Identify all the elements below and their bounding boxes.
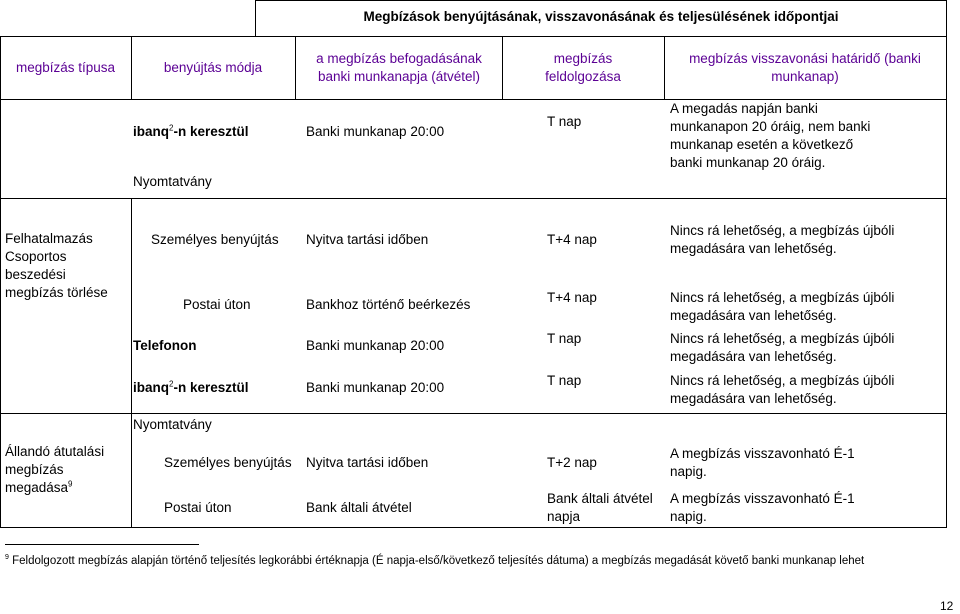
table-title: Megbízások benyújtásának, visszavonásának és teljesülésének időpontjai [363,9,839,24]
section2-row1-accept: Nyitva tartási időben [306,232,429,247]
section3-row2-processing: Bank általi átvétel napja [547,491,653,524]
section2-row3-deadline: Nincs rá lehetőség, a megbízás újbóli megadására van lehetőség. [670,331,895,364]
section1-deadline: A megadás napján banki munkanapon 20 óráig, nem banki munkanap esetén a következő banki munkanap 20 óráig. [670,101,871,170]
header-processing: megbízás feldolgozása [545,51,621,84]
ibanq-suffix: -n keresztül [173,124,249,139]
section3-type-text: Állandó átutalási megbízás megadása [5,444,105,495]
table-border-right [946,0,947,528]
section2-row4-accept: Banki munkanap 20:00 [306,380,445,395]
section2-row1-method: Személyes benyújtás [151,232,279,247]
table-line-after-section1 [0,198,947,199]
ibanq-label: ibanq [133,380,169,395]
header-acceptance: a megbízás befogadásának banki munkanapja (átvétel) [316,51,482,84]
section2-row4-processing: T nap [547,373,582,388]
section3-row1-accept: Nyitva tartási időben [306,455,429,470]
header-divider-2 [295,36,296,100]
section2-row2-processing: T+4 nap [547,290,597,305]
section2-row1-deadline: Nincs rá lehetőség, a megbízás újbóli megadására van lehetőség. [670,223,895,256]
footnote [5,553,864,569]
table-line-after-section2 [0,413,947,414]
header-method: benyújtás módja [163,60,263,75]
section2-row3-accept: Banki munkanap 20:00 [306,338,445,353]
section2-row4-method [133,379,248,397]
footnote-ref: 9 [68,479,73,489]
footnote-separator [5,544,199,545]
section1-accept: Banki munkanap 20:00 [306,124,445,139]
section3-row1-method: Személyes benyújtás [164,455,292,470]
table-border-bottom [0,527,947,528]
footnote-text: Feldolgozott megbízás alapján történő teljesítés legkorábbi értéknapja (É napja-első/következő teljesítés dátuma) a megbízás megadását követő banki munkanap lehet [8,555,865,567]
table-line-under-title [0,36,947,37]
section3-row2-deadline: A megbízás visszavonható É-1 napig. [670,491,855,524]
footnote-mark: 9 [5,554,9,562]
section1-method [133,123,248,141]
section2-row3-method: Telefonon [133,338,197,353]
table-border-top [255,0,947,1]
section1-nyomtatvany: Nyomtatvány [133,174,212,189]
ibanq-suffix: -n keresztül [173,380,249,395]
section3-row1-deadline: A megbízás visszavonható É-1 napig. [670,446,855,479]
section2-row2-method: Postai úton [183,297,251,312]
header-type: megbízás típusa [15,60,116,75]
header-deadline: megbízás visszavonási határidő (banki munkanap) [689,51,921,84]
footnote-ref: 2 [169,379,174,389]
section3-type [5,443,127,497]
section3-row2-accept: Bank általi átvétel [306,500,412,515]
section2-type: Felhatalmazás Csoportos beszedési megbízás törlése [5,231,108,300]
section2-row1-processing: T+4 nap [547,232,597,247]
section2-row2-deadline: Nincs rá lehetőség, a megbízás újbóli megadására van lehetőség. [670,290,895,323]
section1-processing: T nap [547,114,582,129]
section2-row2-accept: Bankhoz történő beérkezés [306,297,471,312]
section2-row3-processing: T nap [547,331,582,346]
section3-row2-method: Postai úton [164,500,232,515]
section3-row1-processing: T+2 nap [547,455,597,470]
header-divider-4 [664,36,665,100]
section2-nyomtatvany: Nyomtatvány [133,417,212,432]
section2-row4-deadline: Nincs rá lehetőség, a megbízás újbóli megadására van lehetőség. [670,373,895,406]
ibanq-label: ibanq [133,124,169,139]
footnote-ref: 2 [169,123,174,133]
header-divider-3 [502,36,503,100]
page-number: 12 [940,599,954,613]
table-border-left [0,36,1,528]
type-column-divider [131,198,132,528]
